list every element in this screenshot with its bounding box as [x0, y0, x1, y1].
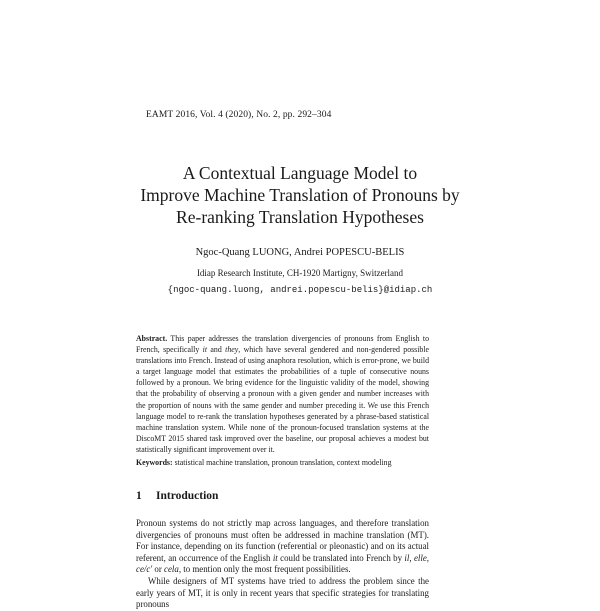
p1-french-pronouns: il, elle, ce/c': [136, 552, 429, 575]
p1-text-b: could be translated into French by: [277, 552, 405, 563]
section-title: Introduction: [156, 490, 219, 502]
paragraph-2: While designers of MT systems have tried to address the problem since the early years of MT, it is only in recent years that specific strategies for translating pronouns: [136, 575, 429, 610]
author-list: Ngoc-Quang LUONG, Andrei POPESCU-BELIS: [195, 247, 405, 258]
abstract-text-1: This paper addresses the translation divergencies of pronouns from English to French, specifically: [136, 334, 429, 355]
abstract-and: and: [207, 345, 226, 355]
affiliation: Idiap Research Institute, CH-1920 Martigny, Switzerland: [196, 268, 404, 278]
abstract-it: it: [202, 345, 208, 355]
p1-or: or: [152, 564, 165, 575]
abstract-label: Abstract.: [136, 334, 168, 343]
p1-text-c: , to mention only the most frequent possibilities.: [178, 564, 351, 575]
keywords: [136, 458, 429, 467]
p1-it: it: [272, 552, 278, 563]
title-line-3: Re-ranking Translation Hypotheses: [176, 207, 424, 227]
body-text: [136, 518, 429, 611]
abstract-text-2: , which have several gendered and non-gendered possible translations into French. Instead of using anaphora resolution, which is error-prone, we build a target language model that estimates the probabilities of a tuple of consecutive nouns followed by a pronoun. We bring evidence for the linguistic validity of the model, showing that the probability of observing a pronoun with a given gender and number increases with the proportion of nouns with the same gender and number preceding it. We use this French language model to re-rank the translation hypotheses generated by a phrase-based statistical machine translation system. While none of the pronoun-focused translation systems at the DiscoMT 2015 shared task improved over the baseline, our proposal achieves a modest but statistically significant improvement over it.: [136, 345, 429, 454]
keywords-label: Keywords:: [136, 458, 173, 467]
paper-title: [0, 162, 600, 228]
author-emails: {ngoc-quang.luong, andrei.popescu-belis}@idiap.ch: [167, 285, 433, 295]
abstract-they: they: [225, 345, 239, 355]
title-line-1: A Contextual Language Model to: [182, 163, 418, 183]
journal-header: EAMT 2016, Vol. 4 (2020), No. 2, pp. 292–304: [146, 110, 332, 120]
paragraph-1: [136, 518, 429, 576]
p1-text-a: Pronoun systems do not strictly map across languages, and therefore translation divergencies of pronouns must often be addressed in machine translation (MT). For instance, depending on its function (referential or pleonastic) and on its actual referent, an occurrence of the English: [136, 518, 429, 563]
title-line-2: Improve Machine Translation of Pronouns by: [140, 185, 460, 205]
keywords-text: statistical machine translation, pronoun translation, context modeling: [172, 458, 392, 467]
p1-cela: cela: [164, 564, 179, 575]
abstract: [136, 333, 429, 455]
section-number: 1: [136, 490, 142, 502]
section-heading-introduction: [136, 490, 218, 502]
